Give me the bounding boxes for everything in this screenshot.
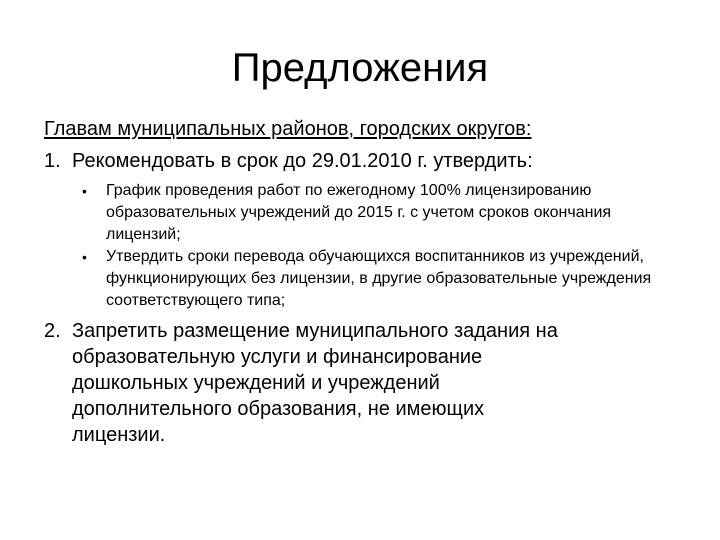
item-number: 1. <box>44 150 61 172</box>
bullet-item <box>76 180 676 246</box>
bullet-icon: • <box>82 249 87 265</box>
slide-heading: Главам муниципальных районов, городских округов: <box>44 118 532 140</box>
item-text-line: образовательную услуги и финансирование <box>72 346 483 368</box>
bullet-text: График проведения работ по ежегодному 100% лицензированию образовательных учреждений до 2015 г. с учетом сроков окончания лицензий; <box>106 182 612 243</box>
bullet-text: Утвердить сроки перевода обучающихся воспитанников из учреждений, функционирующих без лицензии, в другие образовательные учреждения соответствующего типа; <box>106 248 652 309</box>
bullet-item <box>76 246 676 312</box>
item-text-line: дошкольных учреждений и учреждений <box>72 372 440 394</box>
item-text-line: лицензии. <box>72 424 166 446</box>
numbered-item-2 <box>44 318 684 448</box>
bullet-list <box>76 180 676 312</box>
bullet-icon: • <box>82 183 87 199</box>
item-text: Рекомендовать в срок до 29.01.2010 г. утвердить: <box>72 150 533 172</box>
item-number: 2. <box>44 320 61 342</box>
numbered-item-1 <box>44 148 533 174</box>
slide-title: Предложения <box>231 46 489 90</box>
item-text-line: Запретить размещение муниципального задания на <box>72 320 558 342</box>
item-text-line: дополнительного образования, не имеющих <box>72 398 485 420</box>
